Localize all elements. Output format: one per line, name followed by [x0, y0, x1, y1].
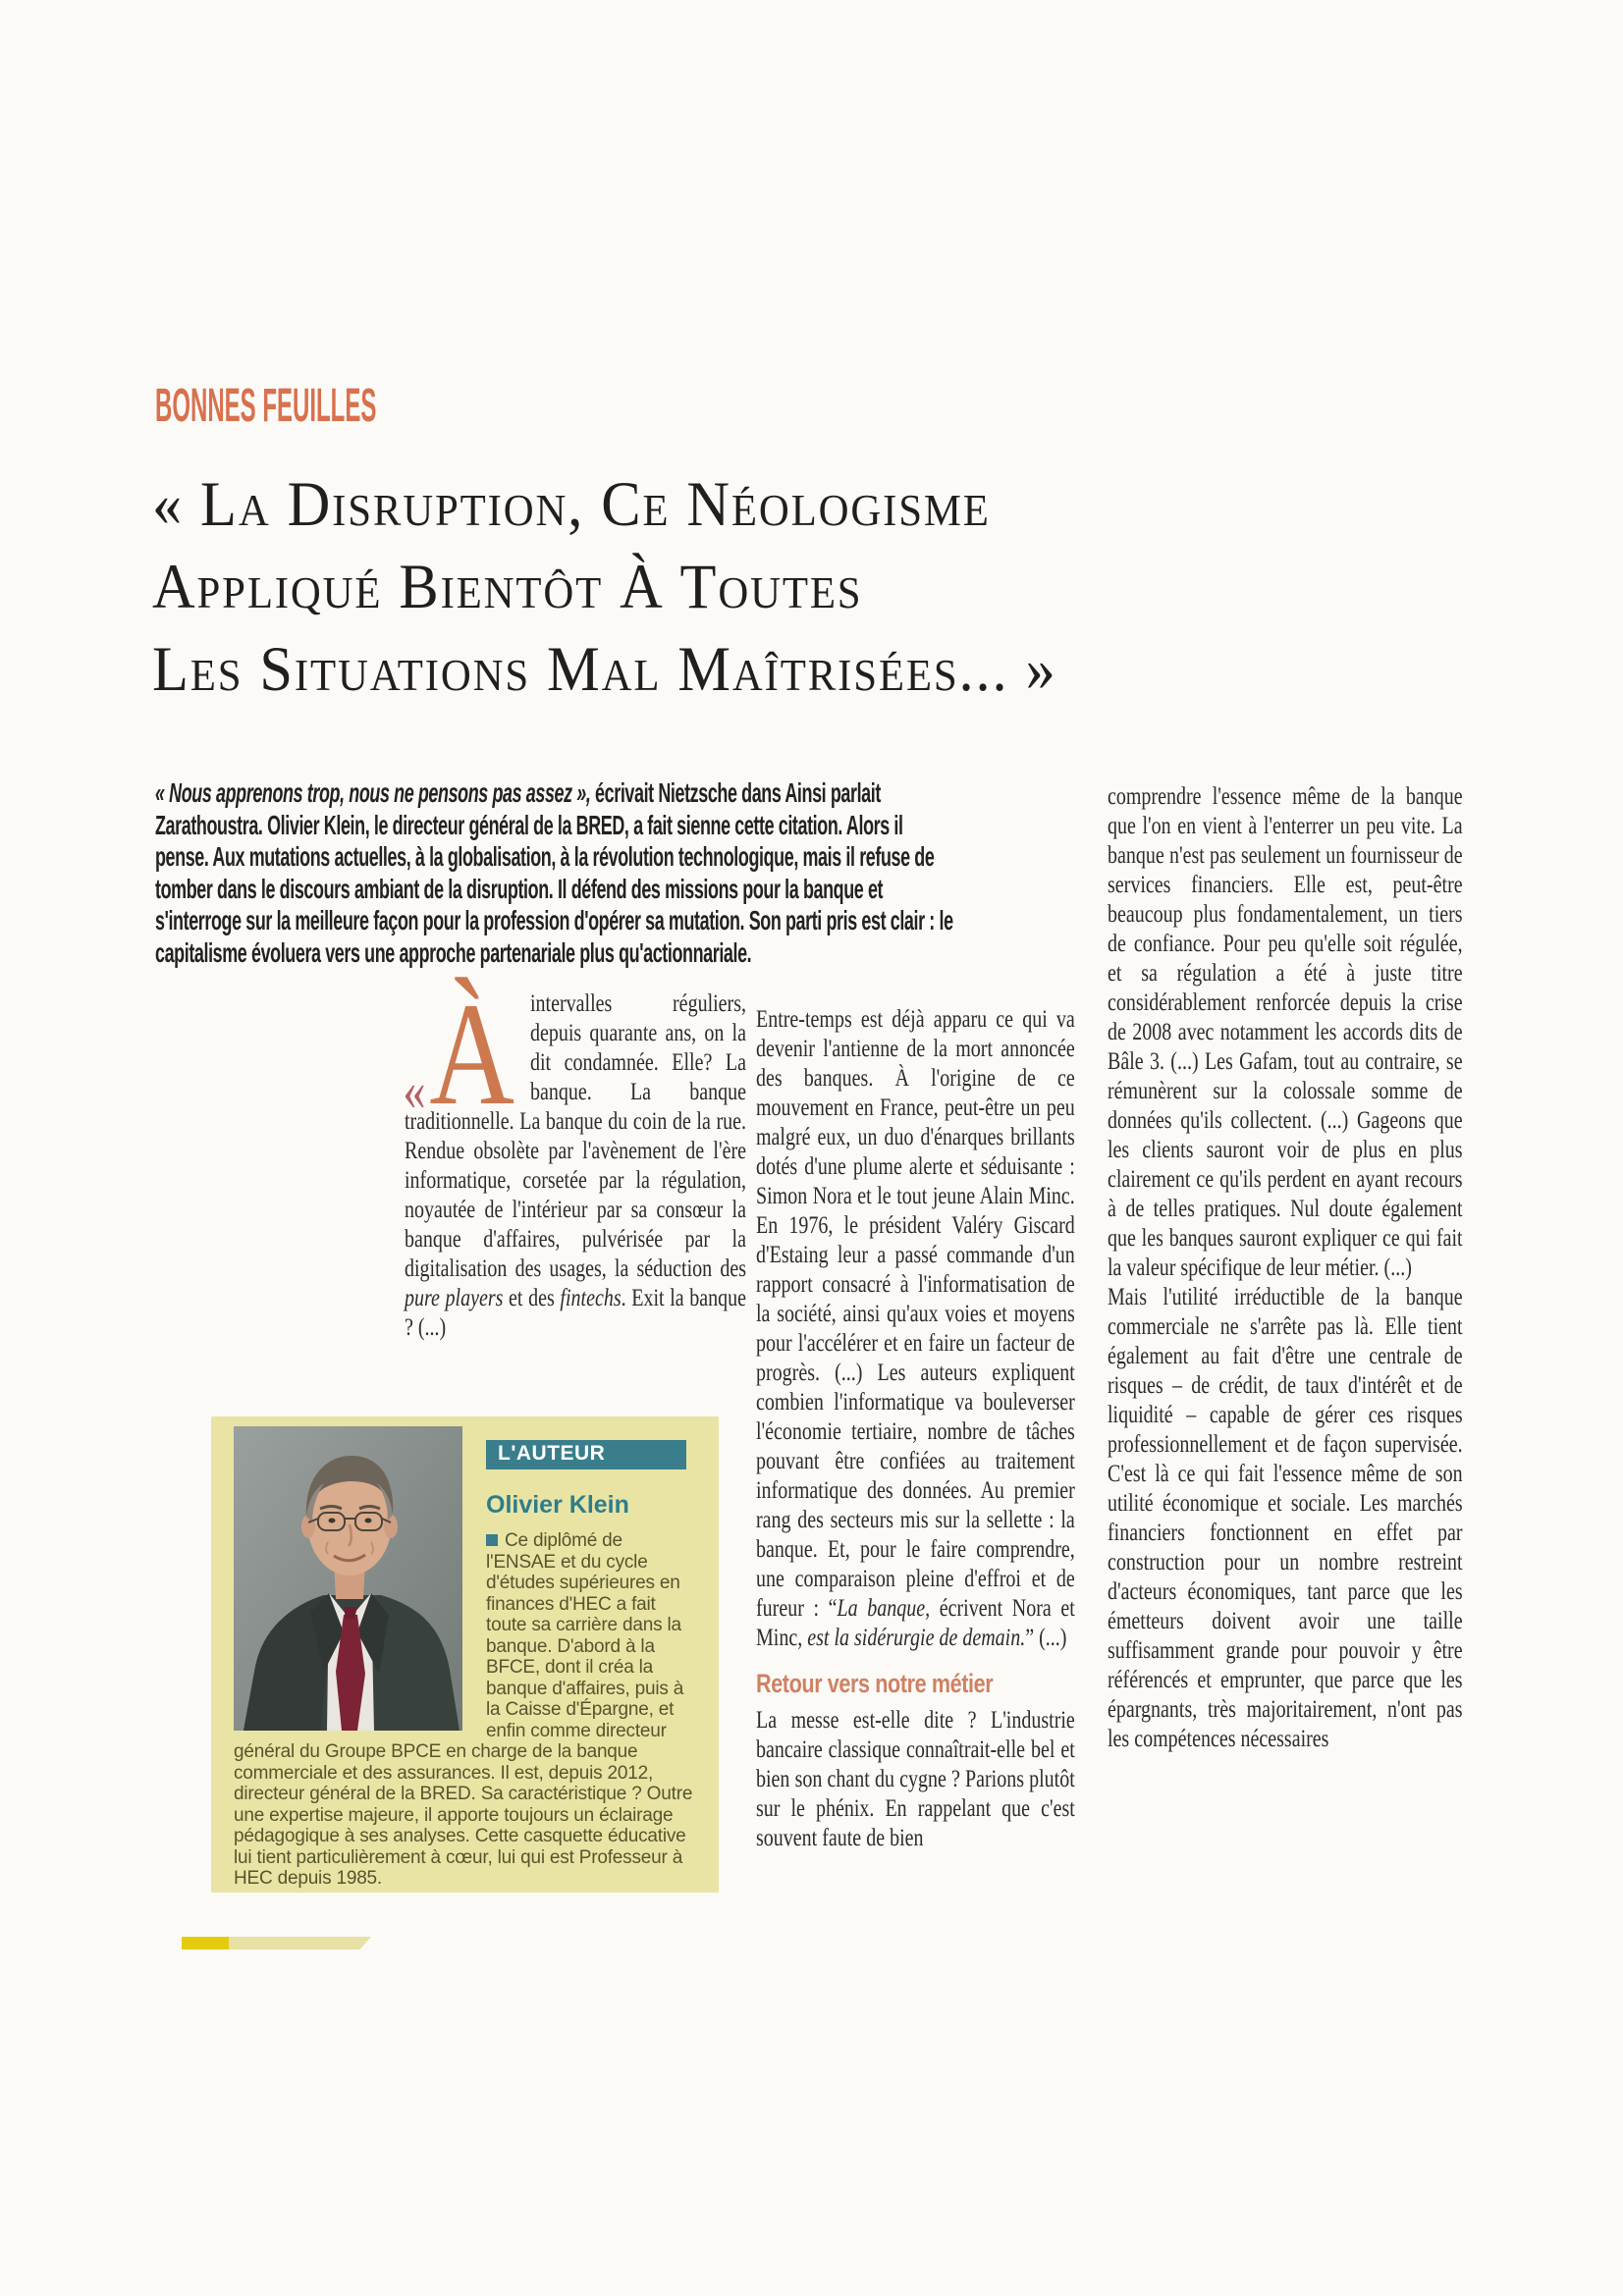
bullet-square-icon [486, 1534, 498, 1546]
headline-line-2: Appliqué Bientôt À Toutes [152, 552, 863, 622]
dropcap-letter: À [429, 973, 514, 1136]
col2-paragraph-2: La messe est-elle dite ? L'industrie bancaire classique connaîtrait-elle bel et bien son chant du cygne ? Parions plutôt sur le phénix. En rappelant que c'est souvent faute de bien [756, 1707, 1075, 1851]
col1-italic-fintechs: fintechs [560, 1285, 622, 1311]
footer-bar-pale [229, 1937, 371, 1949]
footer-bar-bright [182, 1937, 229, 1949]
col1-text: intervalles réguliers, depuis quarante ans, on la dit condamnée. Elle? La banque. La banque traditionnelle. La banque du coin de la rue. Rendue obsolète par l'avènement de l'ère informatique, corsetée par la régulation, noyautée de l'intérieur par sa consœur la banque d'affaires, pulvérisée par la digitalisation des usages, la séduction des [405, 990, 746, 1282]
author-photo [234, 1426, 462, 1731]
subhead-retour: Retour vers notre métier [756, 1669, 994, 1698]
article-column-2 [756, 1005, 1075, 1853]
intro-rest: écrivait Nietzsche dans Ainsi parlait Zarathoustra. Olivier Klein, le directeur général de la BRED, a fait sienne cette citation. Alors il pense. Aux mutations actuelles, à la globalisation, à la révolution technologique, mais il refuse de tomber dans le discours ambiant de la disruption. Il défend des missions pour la banque et s'interroge sur la meilleure façon pour la profession d'opérer sa mutation. Son parti pris est clair : le capitalisme évoluera vers une approche partenariale plus qu'actionnariale. [155, 777, 953, 968]
author-name: Olivier Klein [486, 1491, 629, 1519]
intro-paragraph [155, 777, 959, 969]
intro-quote: « Nous apprenons trop, nous ne pensons pas assez », [155, 777, 596, 808]
author-label: L'AUTEUR [498, 1442, 606, 1465]
col2-quote-italic-2: est la sidérurgie de demain. [807, 1625, 1026, 1651]
col3-paragraph-1: comprendre l'essence même de la banque que l'on en vient à l'enterrer un peu vite. La banque n'est pas seulement un fournisseur de services financiers. Elle est, peut-être beaucoup plus fondamentalement, un tiers de confiance. Pour peu qu'elle soit régulée, et sa régulation a été à juste titre considérablement renforcée depuis la crise de 2008 avec notamment les accords dits de Bâle 3. (...) Les Gafam, tout au contraire, se rémunèrent sur la colossale somme de données qu'ils collectent. (...) Gageons que les clients sauront voir de plus en plus clairement ce qu'ils perdent en ayant recours à de telles pratiques. Nul doute également que les banques sauront expliquer ce qui fait la valeur spécifique de leur métier. (...) [1108, 783, 1463, 1281]
headline-line-1: « La Disruption, Ce Néologisme [152, 469, 991, 540]
section-kicker: BONNES FEUILLES [155, 380, 377, 432]
dropcap-block [403, 973, 522, 1136]
col1-italic-pure-players: pure players [405, 1285, 504, 1311]
article-column-3 [1108, 782, 1463, 1754]
author-bio: Ce diplômé de l'ENSAE et du cycle d'études supérieures en finances d'HEC a fait toute sa carrière dans la banque. D'abord à la BFCE, dont il créa la banque d'affaires, puis à la Caisse d'Épargne, et enfin comme directeur général du Groupe BPCE en charge de la banque commerciale et des assurances. Il est, depuis 2012, directeur général de la BRED. Sa caractéristique ? Outre une expertise majeure, il apporte toujours un éclairage pédagogique à ses analyses. Cette casquette éducative lui tient particulièrement à cœur, lui qui est Professeur à HEC depuis 1985. [234, 1530, 693, 1889]
headline [152, 463, 1431, 711]
headline-line-3: Les Situations Mal Maîtrisées... » [152, 634, 1057, 705]
author-label-bar [486, 1440, 686, 1469]
col2-paragraph-1: Entre-temps est déjà apparu ce qui va devenir l'antienne de la mort annoncée des banques. À l'origine de ce mouvement en France, peut-être un peu malgré eux, un duo d'énarques brillants dotés d'une plume alerte et séduisante : Simon Nora et le tout jeune Alain Minc. En 1976, le président Valéry Giscard d'Estaing leur a passé commande d'un rapport consacré à l'informatisation de la société, ainsi qu'aux voies et moyens pour l'accélérer et en faire un facteur de progrès. (...) Les auteurs expliquent combien l'informatique va bouleverser l'économie tertiaire, nombre de tâches pouvant être confiées au traitement informatique des données. Au premier rang des secteurs mis sur la sellette : la banque. Et, pour le faire comprendre, une comparaison pleine d'effroi et de fureur : “La banque, écrivent Nora et Minc, est la sidérurgie de demain.” (...) [756, 1006, 1075, 1651]
col3-paragraph-2: Mais l'utilité irréductible de la banque commerciale ne s'arrête pas là. Elle tient également au fait d'être une centrale de risques – de crédit, de taux d'intérêt et de liquidité – capable de gérer ces risques professionnellement et de façon supervisée. C'est là ce qui fait l'essence même de son utilité économique et sociale. Les marchés financiers fonctionnent en effet par construction pour un nombre restreint d'acteurs économiques, tant parce que les émetteurs doivent avoir une taille suffisamment grande pour pouvoir y être référencés et emprunter, que parce que les épargnants, très majoritairement, n'ont pas les compétences nécessaires [1108, 1284, 1463, 1752]
col2-quote-italic-1: La banque, [837, 1595, 931, 1622]
author-box [211, 1416, 719, 1893]
opening-quote-mark: « [403, 1058, 426, 1122]
article-column-1: « À intervalles réguliers, depuis quarante ans, on la dit condamnée. Elle? La banque. La banque traditionnelle. La banque du coin de la rue. Rendue obsolète par l'avènement de l'ère informatique, corsetée par la régulation, noyautée de l'intérieur par sa consœur la banque d'affaires, pulvérisée par la digitalisation des usages, la séduction des pure players et des fintechs. Exit la banque ? (...) [403, 973, 746, 1341]
